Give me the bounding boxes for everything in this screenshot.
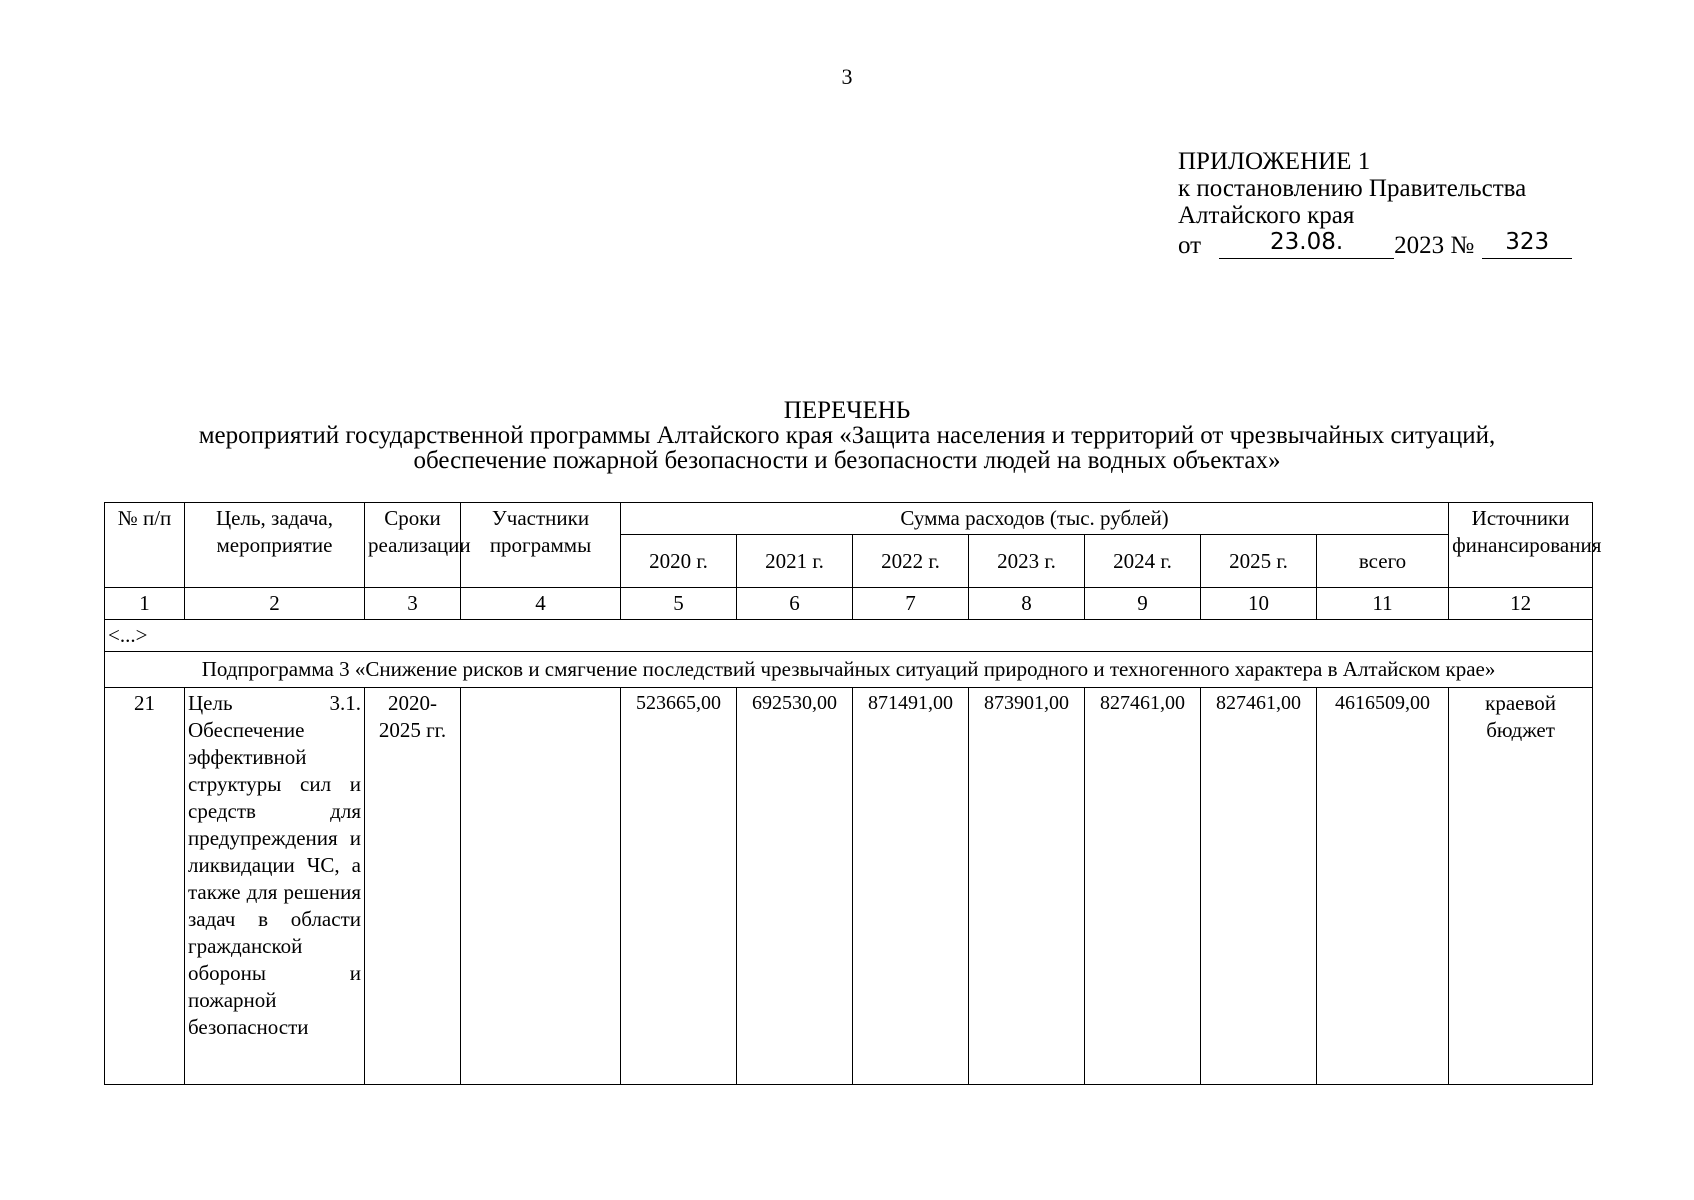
appendix-line-2: Алтайского края — [1178, 202, 1355, 229]
title-line-1: мероприятий государственной программы Алтайского края «Защита населения и территорий от чрезвычайных ситуаций, — [198, 422, 1496, 449]
ellipsis-row — [105, 620, 1593, 652]
header-total: всего — [1317, 535, 1449, 588]
document-title — [0, 398, 1694, 473]
subprogram-title: Подпрограмма 3 «Снижение рисков и смягчение последствий чрезвычайных ситуаций природного и техногенного характера в Алтайском крае» — [105, 652, 1593, 688]
column-number: 4 — [461, 588, 621, 620]
header-year: 2021 г. — [737, 535, 853, 588]
header-year: 2023 г. — [969, 535, 1085, 588]
row-goal: Цель 3.1. Обеспечение эффективной структуры сил и средств для предупреждения и ликвидации ЧС, а также для решения задач в области гражданской обороны и пожарной безопасности — [185, 688, 365, 1085]
header-year: 2025 г. — [1201, 535, 1317, 588]
title-line-2: обеспечение пожарной безопасности и безопасности людей на водных объектах» — [413, 447, 1281, 474]
appendix-heading: ПРИЛОЖЕНИЕ 1 — [1178, 148, 1371, 175]
column-number: 6 — [737, 588, 853, 620]
column-number: 7 — [853, 588, 969, 620]
column-number: 11 — [1317, 588, 1449, 620]
column-number: 12 — [1449, 588, 1593, 620]
date-value: 23.08. — [1270, 229, 1344, 255]
row-value-2022: 871491,00 — [853, 688, 969, 1085]
header-goal: Цель, задача, мероприятие — [185, 503, 365, 588]
header-row-1 — [105, 503, 1593, 535]
row-value-2023: 873901,00 — [969, 688, 1085, 1085]
page-number: 3 — [841, 64, 853, 89]
date-prefix: от — [1178, 232, 1202, 259]
appendix-block — [1178, 148, 1572, 259]
appendix-date-row — [1178, 231, 1572, 259]
header-year: 2020 г. — [621, 535, 737, 588]
row-num: 21 — [105, 688, 185, 1085]
header-expenses: Сумма расходов (тыс. рублей) — [621, 503, 1449, 535]
number-blank — [1482, 231, 1572, 259]
number-value: 323 — [1505, 229, 1550, 255]
ellipsis-cell: <...> — [105, 620, 1593, 652]
year-label: 2023 № — [1394, 232, 1475, 259]
column-number: 10 — [1201, 588, 1317, 620]
column-number-row — [105, 588, 1593, 620]
row-value-2025: 827461,00 — [1201, 688, 1317, 1085]
row-value-2021: 692530,00 — [737, 688, 853, 1085]
row-participants — [461, 688, 621, 1085]
header-terms: Сроки реализации — [365, 503, 461, 588]
header-num: № п/п — [105, 503, 185, 588]
date-blank — [1219, 231, 1394, 259]
table-row — [105, 688, 1593, 1085]
measures-table — [104, 502, 1602, 1085]
column-number: 9 — [1085, 588, 1201, 620]
header-year: 2022 г. — [853, 535, 969, 588]
title-main: ПЕРЕЧЕНЬ — [783, 397, 911, 424]
header-participants: Участники программы — [461, 503, 621, 588]
header-sources: Источники финансирования — [1449, 503, 1593, 588]
row-value-2024: 827461,00 — [1085, 688, 1201, 1085]
column-number: 1 — [105, 588, 185, 620]
header-year: 2024 г. — [1085, 535, 1201, 588]
column-number: 8 — [969, 588, 1085, 620]
row-source: краевой бюджет — [1449, 688, 1593, 1085]
row-terms: 2020-2025 гг. — [365, 688, 461, 1085]
column-number: 2 — [185, 588, 365, 620]
column-number: 5 — [621, 588, 737, 620]
subprogram-row — [105, 652, 1593, 688]
column-number: 3 — [365, 588, 461, 620]
row-value-2020: 523665,00 — [621, 688, 737, 1085]
appendix-line-1: к постановлению Правительства — [1178, 175, 1527, 202]
row-value-total: 4616509,00 — [1317, 688, 1449, 1085]
